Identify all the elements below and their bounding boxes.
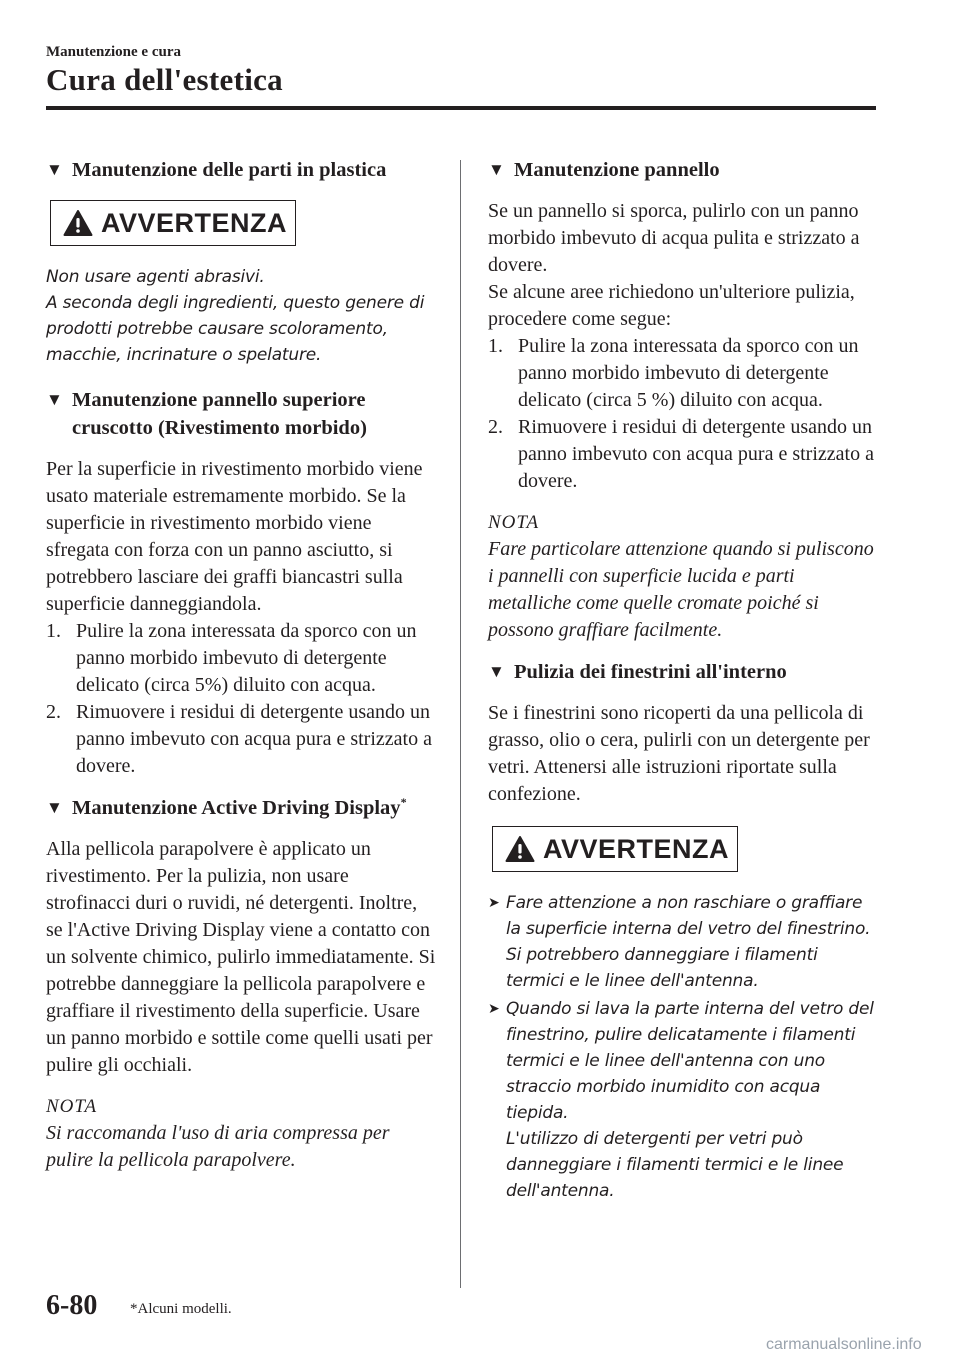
list-item: [488, 333, 880, 414]
down-triangle-icon: ▼: [46, 160, 63, 179]
steps-list: [488, 333, 880, 495]
right-arrowhead-icon: ➤: [488, 895, 500, 911]
warning-triangle-icon: [505, 835, 535, 863]
paragraph: Se i finestrini sono ricoperti da una pellicola di grasso, olio o cera, pulirli con un detergente per vetri. Attenersi alle istruzioni riportate sulla confezione.: [488, 702, 870, 805]
down-triangle-icon: ▼: [488, 662, 505, 681]
nota-label: NOTA: [46, 1096, 98, 1117]
left-column: [46, 156, 438, 1174]
step-text: Rimuovere i residui di detergente usando un panno imbevuto con acqua pura e strizzato a dovere.: [76, 701, 432, 777]
heading-windows: [488, 658, 880, 686]
body-paragraph: [488, 198, 880, 333]
asterisk-mark: *: [400, 795, 407, 810]
down-triangle-icon: ▼: [488, 160, 505, 179]
paragraph: Per la superficie in rivestimento morbido viene usato materiale estremamente morbido. Se la superficie in rivestimento morbido viene sfregata con forza con un panno asciutto, si potrebbero lasciare dei graffi biancastri sulla superficie danneggiandola.: [46, 458, 423, 615]
list-item: [46, 618, 438, 699]
page-title: Cura dell'estetica: [46, 62, 283, 97]
heading-label: Manutenzione Active Driving Display: [72, 797, 401, 819]
heading-plastic: [46, 156, 438, 184]
heading-text: Pulizia dei finestrini all'interno: [514, 661, 787, 683]
footnote: *Alcuni modelli.: [130, 1301, 232, 1317]
column-divider: [460, 160, 461, 1288]
list-item: [488, 414, 880, 495]
body-paragraph: [46, 836, 438, 1079]
page-number: 6-80: [46, 1290, 98, 1321]
warning-bullets: [488, 890, 880, 1204]
down-triangle-icon: ▼: [46, 798, 63, 817]
bullet-text: [506, 996, 880, 1204]
section-label: Manutenzione e cura: [46, 44, 181, 60]
step-text: Pulire la zona interessata da sporco con un panno morbido imbevuto di detergente delicato (circa 5 %) diluito con acqua.: [518, 335, 859, 411]
nota-text: Si raccomanda l'uso di aria compressa per pulire la pellicola parapolvere.: [46, 1122, 390, 1171]
heading-text: Manutenzione pannello: [514, 159, 720, 181]
paragraph: Se alcune aree richiedono un'ulteriore pulizia, procedere come segue:: [488, 281, 855, 330]
heading-panel: [488, 156, 880, 184]
nota-label: NOTA: [488, 512, 540, 533]
bullet-line: Quando si lava la parte interna del vetro del finestrino, pulire delicatamente i filamenti termici e le linee dell'antenna con uno straccio morbido inumidito con acqua tiepida.: [506, 999, 874, 1123]
bullet-line: L'utilizzo di detergenti per vetri può danneggiare i filamenti termici e le linee dell'antenna.: [506, 1129, 844, 1201]
step-number: 1.: [488, 335, 503, 357]
paragraph: Alla pellicola parapolvere è applicato un rivestimento. Per la pulizia, non usare strofinacci duri o ruvidi, né detergenti. Inoltre, se l'Active Driving Display viene a contatto con un solvente chimico, pulirlo immediatamente. Si potrebbe danneggiare la pellicola parapolvere e graffiare il rivestimento della superficie. Usare un panno morbido e sottile come quelli usati per pulire gli occhiali.: [46, 838, 436, 1076]
heading-dashboard: [46, 386, 438, 442]
body-paragraph: [488, 700, 880, 808]
down-triangle-icon: ▼: [46, 390, 63, 409]
title-rule: [46, 106, 876, 110]
warning-label: AVVERTENZA: [101, 207, 288, 238]
warning-box: [50, 200, 296, 246]
steps-list: [46, 618, 438, 780]
right-arrowhead-icon: ➤: [488, 1001, 500, 1017]
paragraph: Se un pannello si sporca, pulirlo con un panno morbido imbevuto di acqua pulita e strizzato a dovere.: [488, 200, 860, 276]
warning-label: AVVERTENZA: [543, 833, 730, 864]
heading-text: Manutenzione pannello superiore cruscotto (Rivestimento morbido): [72, 389, 367, 439]
warning-triangle-icon: [63, 209, 93, 237]
list-item: [46, 699, 438, 780]
right-column: [488, 156, 880, 1206]
heading-text: [72, 794, 438, 822]
warning-text: [46, 264, 438, 368]
body-paragraph: [46, 456, 438, 618]
warning-line: Non usare agenti abrasivi.: [46, 267, 265, 287]
heading-active-driving-display: [46, 794, 438, 822]
warning-box: [492, 826, 738, 872]
step-number: 2.: [488, 416, 503, 438]
step-text: Rimuovere i residui di detergente usando un panno imbevuto con acqua pura e strizzato a dovere.: [518, 416, 874, 492]
step-number: 2.: [46, 701, 61, 723]
nota-text: Fare particolare attenzione quando si puliscono i pannelli con superficie lucida e parti metalliche come quelle cromate poiché si possono graffiare facilmente.: [488, 538, 874, 641]
heading-text: Manutenzione delle parti in plastica: [72, 159, 387, 181]
step-text: Pulire la zona interessata da sporco con un panno morbido imbevuto di detergente delicato (circa 5%) diluito con acqua.: [76, 620, 417, 696]
list-item: [488, 890, 880, 994]
bullet-text: Fare attenzione a non raschiare o graffiare la superficie interna del vetro del finestrino. Si potrebbero danneggiare i filamenti termici e le linee dell'antenna.: [506, 893, 871, 991]
warning-line: A seconda degli ingredienti, questo genere di prodotti potrebbe causare scoloramento, macchie, incrinature o spelature.: [46, 293, 425, 365]
watermark: carmanualsonline.info: [766, 1336, 922, 1353]
list-item: [488, 996, 880, 1204]
step-number: 1.: [46, 620, 61, 642]
